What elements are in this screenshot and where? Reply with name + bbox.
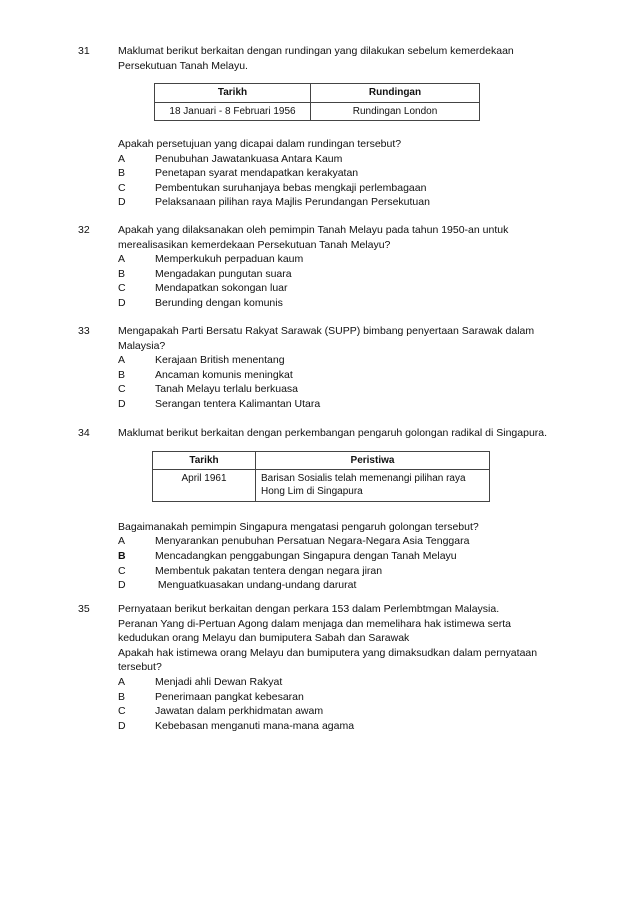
- question-33: [78, 324, 588, 412]
- question-prompt: Bagaimanakah pemimpin Singapura mengatasi pengaruh golongan tersebut?: [118, 520, 479, 533]
- table-header: Tarikh: [155, 84, 311, 102]
- option-b: B Ancaman komunis meningkat: [118, 368, 293, 381]
- question-31: [78, 44, 588, 210]
- option-a: A Menjadi ahli Dewan Rakyat: [118, 675, 283, 688]
- question-stem-line: Apakah yang dilaksanakan oleh pemimpin Tanah Melayu pada tahun 1950-an untuk: [118, 224, 509, 236]
- option-c: C Membentuk pakatan tentera dengan negara jiran: [118, 564, 383, 577]
- table-header: Peristiwa: [256, 451, 490, 469]
- question-32: [78, 223, 588, 311]
- question-stem-line: Apakah hak istimewa orang Melayu dan bumiputera yang dimaksudkan dalam pernyataan: [118, 646, 538, 659]
- table-header: Rundingan: [311, 84, 480, 102]
- info-table: [152, 451, 490, 502]
- option-d: D Menguatkuasakan undang-undang darurat: [118, 579, 357, 592]
- question-stem-line: Pernyataan berikut berkaitan dengan perkara 153 dalam Perlembtmgan Malaysia.: [118, 603, 500, 615]
- option-d: D Kebebasan menganuti mana-mana agama: [118, 719, 355, 732]
- table-cell: Barisan Sosialis telah memenangi pilihan raya Hong Lim di Singapura: [256, 470, 490, 502]
- question-number: 31: [78, 45, 90, 57]
- table-cell: Rundingan London: [311, 102, 480, 120]
- question-number: 35: [78, 603, 90, 615]
- question-stem-line: tersebut?: [118, 661, 162, 674]
- option-d: D Berunding dengan komunis: [118, 296, 283, 309]
- option-c: C Jawatan dalam perkhidmatan awam: [118, 705, 324, 718]
- question-stem-line: Malaysia?: [118, 339, 166, 352]
- option-b: B Penetapan syarat mendapatkan kerakyatan: [118, 167, 359, 180]
- question-35: [78, 602, 588, 733]
- table-cell: 18 Januari - 8 Februari 1956: [155, 102, 311, 120]
- table-cell: April 1961: [153, 470, 256, 502]
- option-a: A Penubuhan Jawatankuasa Antara Kaum: [118, 152, 343, 165]
- info-table: [154, 83, 480, 121]
- option-b: B Penerimaan pangkat kebesaran: [118, 690, 304, 703]
- option-a: A Memperkukuh perpaduan kaum: [118, 253, 304, 266]
- option-d: D Pelaksanaan pilihan raya Majlis Perundangan Persekutuan: [118, 196, 430, 209]
- option-a: A Menyarankan penubuhan Persatuan Negara-Negara Asia Tenggara: [118, 535, 470, 548]
- question-number: 33: [78, 325, 90, 337]
- option-b: B Mengadakan pungutan suara: [118, 267, 292, 280]
- question-stem-line: Mengapakah Parti Bersatu Rakyat Sarawak (SUPP) bimbang penyertaan Sarawak dalam: [118, 325, 535, 337]
- question-number: 32: [78, 224, 90, 236]
- question-stem-line: Maklumat berikut berkaitan dengan rundingan yang dilakukan sebelum kemerdekaan: [118, 45, 514, 57]
- option-d: D Serangan tentera Kalimantan Utara: [118, 397, 321, 410]
- question-stem-line: kedudukan orang Melayu dan bumiputera Sabah dan Sarawak: [118, 632, 410, 645]
- option-c: C Pembentukan suruhanjaya bebas mengkaji perlembagaan: [118, 181, 427, 194]
- question-stem-line: Peranan Yang di-Pertuan Agong dalam menjaga dan memelihara hak istimewa serta: [118, 617, 512, 630]
- question-number: 34: [78, 427, 90, 439]
- question-stem-line: Maklumat berikut berkaitan dengan perkembangan pengaruh golongan radikal di Singapura.: [118, 427, 548, 439]
- question-stem-line: Persekutuan Tanah Melayu.: [118, 59, 248, 72]
- option-c: C Tanah Melayu terlalu berkuasa: [118, 383, 299, 396]
- option-c: C Mendapatkan sokongan luar: [118, 282, 288, 295]
- question-prompt: Apakah persetujuan yang dicapai dalam rundingan tersebut?: [118, 138, 402, 150]
- option-a: A Kerajaan British menentang: [118, 354, 285, 367]
- option-b: B Mencadangkan penggabungan Singapura dengan Tanah Melayu: [118, 550, 457, 562]
- question-34: [78, 426, 588, 593]
- table-header: Tarikh: [153, 451, 256, 469]
- question-stem-line: merealisasikan kemerdekaan Persekutuan Tanah Melayu?: [118, 238, 391, 251]
